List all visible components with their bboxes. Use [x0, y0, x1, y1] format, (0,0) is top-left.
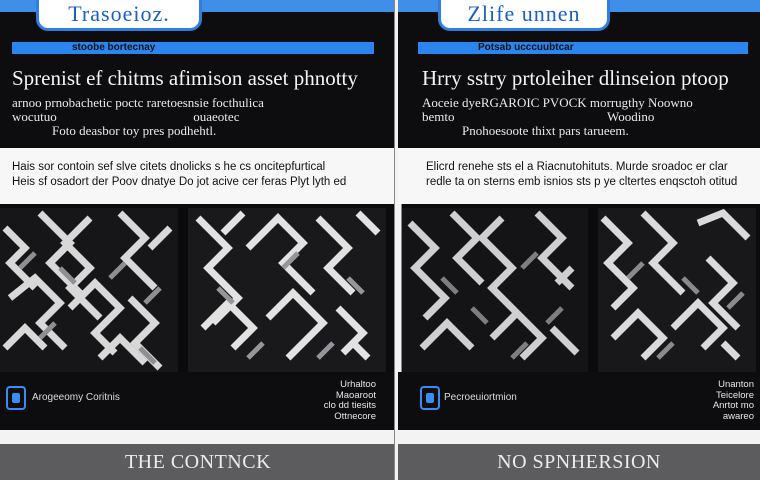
maze-pattern-image [402, 208, 588, 372]
maze-pattern-image [598, 208, 756, 372]
subtitle-line: Pnohoesoote thixt pars tarueem. [462, 123, 629, 138]
app-label[interactable]: Arogeeomy Coritnis [32, 392, 120, 403]
description-text [12, 160, 346, 190]
app-icon[interactable] [6, 386, 26, 410]
spacer-band [0, 430, 396, 444]
subtitle-line: wocutuo ouaeotec [12, 109, 240, 124]
meta-info: Urhaltoo Maoaroot clo dd tiesits Ottnecore [323, 379, 376, 422]
app-glyph-icon [426, 393, 434, 403]
description-text [426, 160, 737, 190]
subtitle-line: bemto Woodino [422, 109, 655, 124]
category-banner: Potsab ucccuubtcar [418, 42, 748, 54]
description-line: redle ta on sterns emb isnios sts p ye cltertes enqsctoh otitud [426, 176, 738, 188]
panel-right [398, 0, 760, 480]
app-glyph-icon [12, 393, 20, 403]
meta-info: Unanton Teicelore Anrtot mo awareo [712, 379, 754, 422]
subtitle-line: Foto deasbor toy pres podhehtl. [52, 123, 217, 138]
maze-pattern-image [0, 208, 178, 372]
image-gallery [0, 208, 396, 372]
category-banner: stoobe bortecnay [12, 42, 374, 54]
hero-headline: Hrry sstry prtoleiher dlinseion ptoop [422, 66, 729, 90]
brand-logo[interactable]: Trasoeioz. [36, 0, 202, 31]
app-label[interactable]: Pecroeuiortmion [444, 392, 517, 403]
gallery-image[interactable] [188, 208, 386, 372]
brand-logo[interactable]: Zlife unnen [438, 0, 610, 31]
image-gallery [402, 208, 760, 372]
subtitle-line: Aoceie dyeRGAROIC PVOCK morrugthy Noowno [422, 95, 693, 110]
description-line: Heis sf osadort der Poov dnatye Do jot acive cer feras Plyt lyth ed [12, 176, 347, 188]
footer-caption: NO SPNHERSION [398, 444, 760, 480]
gallery-image[interactable] [402, 208, 588, 372]
spacer-band [398, 430, 760, 444]
gallery-image[interactable] [598, 208, 756, 372]
hero-subtitle [12, 96, 264, 138]
description-line: Elicrd renehe sts el a Riacnutohituts. Murde sroadoc er clar [426, 161, 728, 173]
hero-headline: Sprenist ef chitms afimison asset phnotty [12, 66, 358, 90]
hero-subtitle [422, 96, 693, 138]
maze-pattern-image [188, 208, 386, 372]
app-icon[interactable] [420, 386, 440, 410]
footer-caption: THE CONTNCK [0, 444, 396, 480]
subtitle-line: arnoo prnobachetic poctc raretoesnsie focthulica [12, 95, 264, 110]
gallery-image[interactable] [0, 208, 178, 372]
description-line: Hais sor contoin sef slve citets dnolicks s he cs oncitepfurtical [12, 161, 326, 173]
